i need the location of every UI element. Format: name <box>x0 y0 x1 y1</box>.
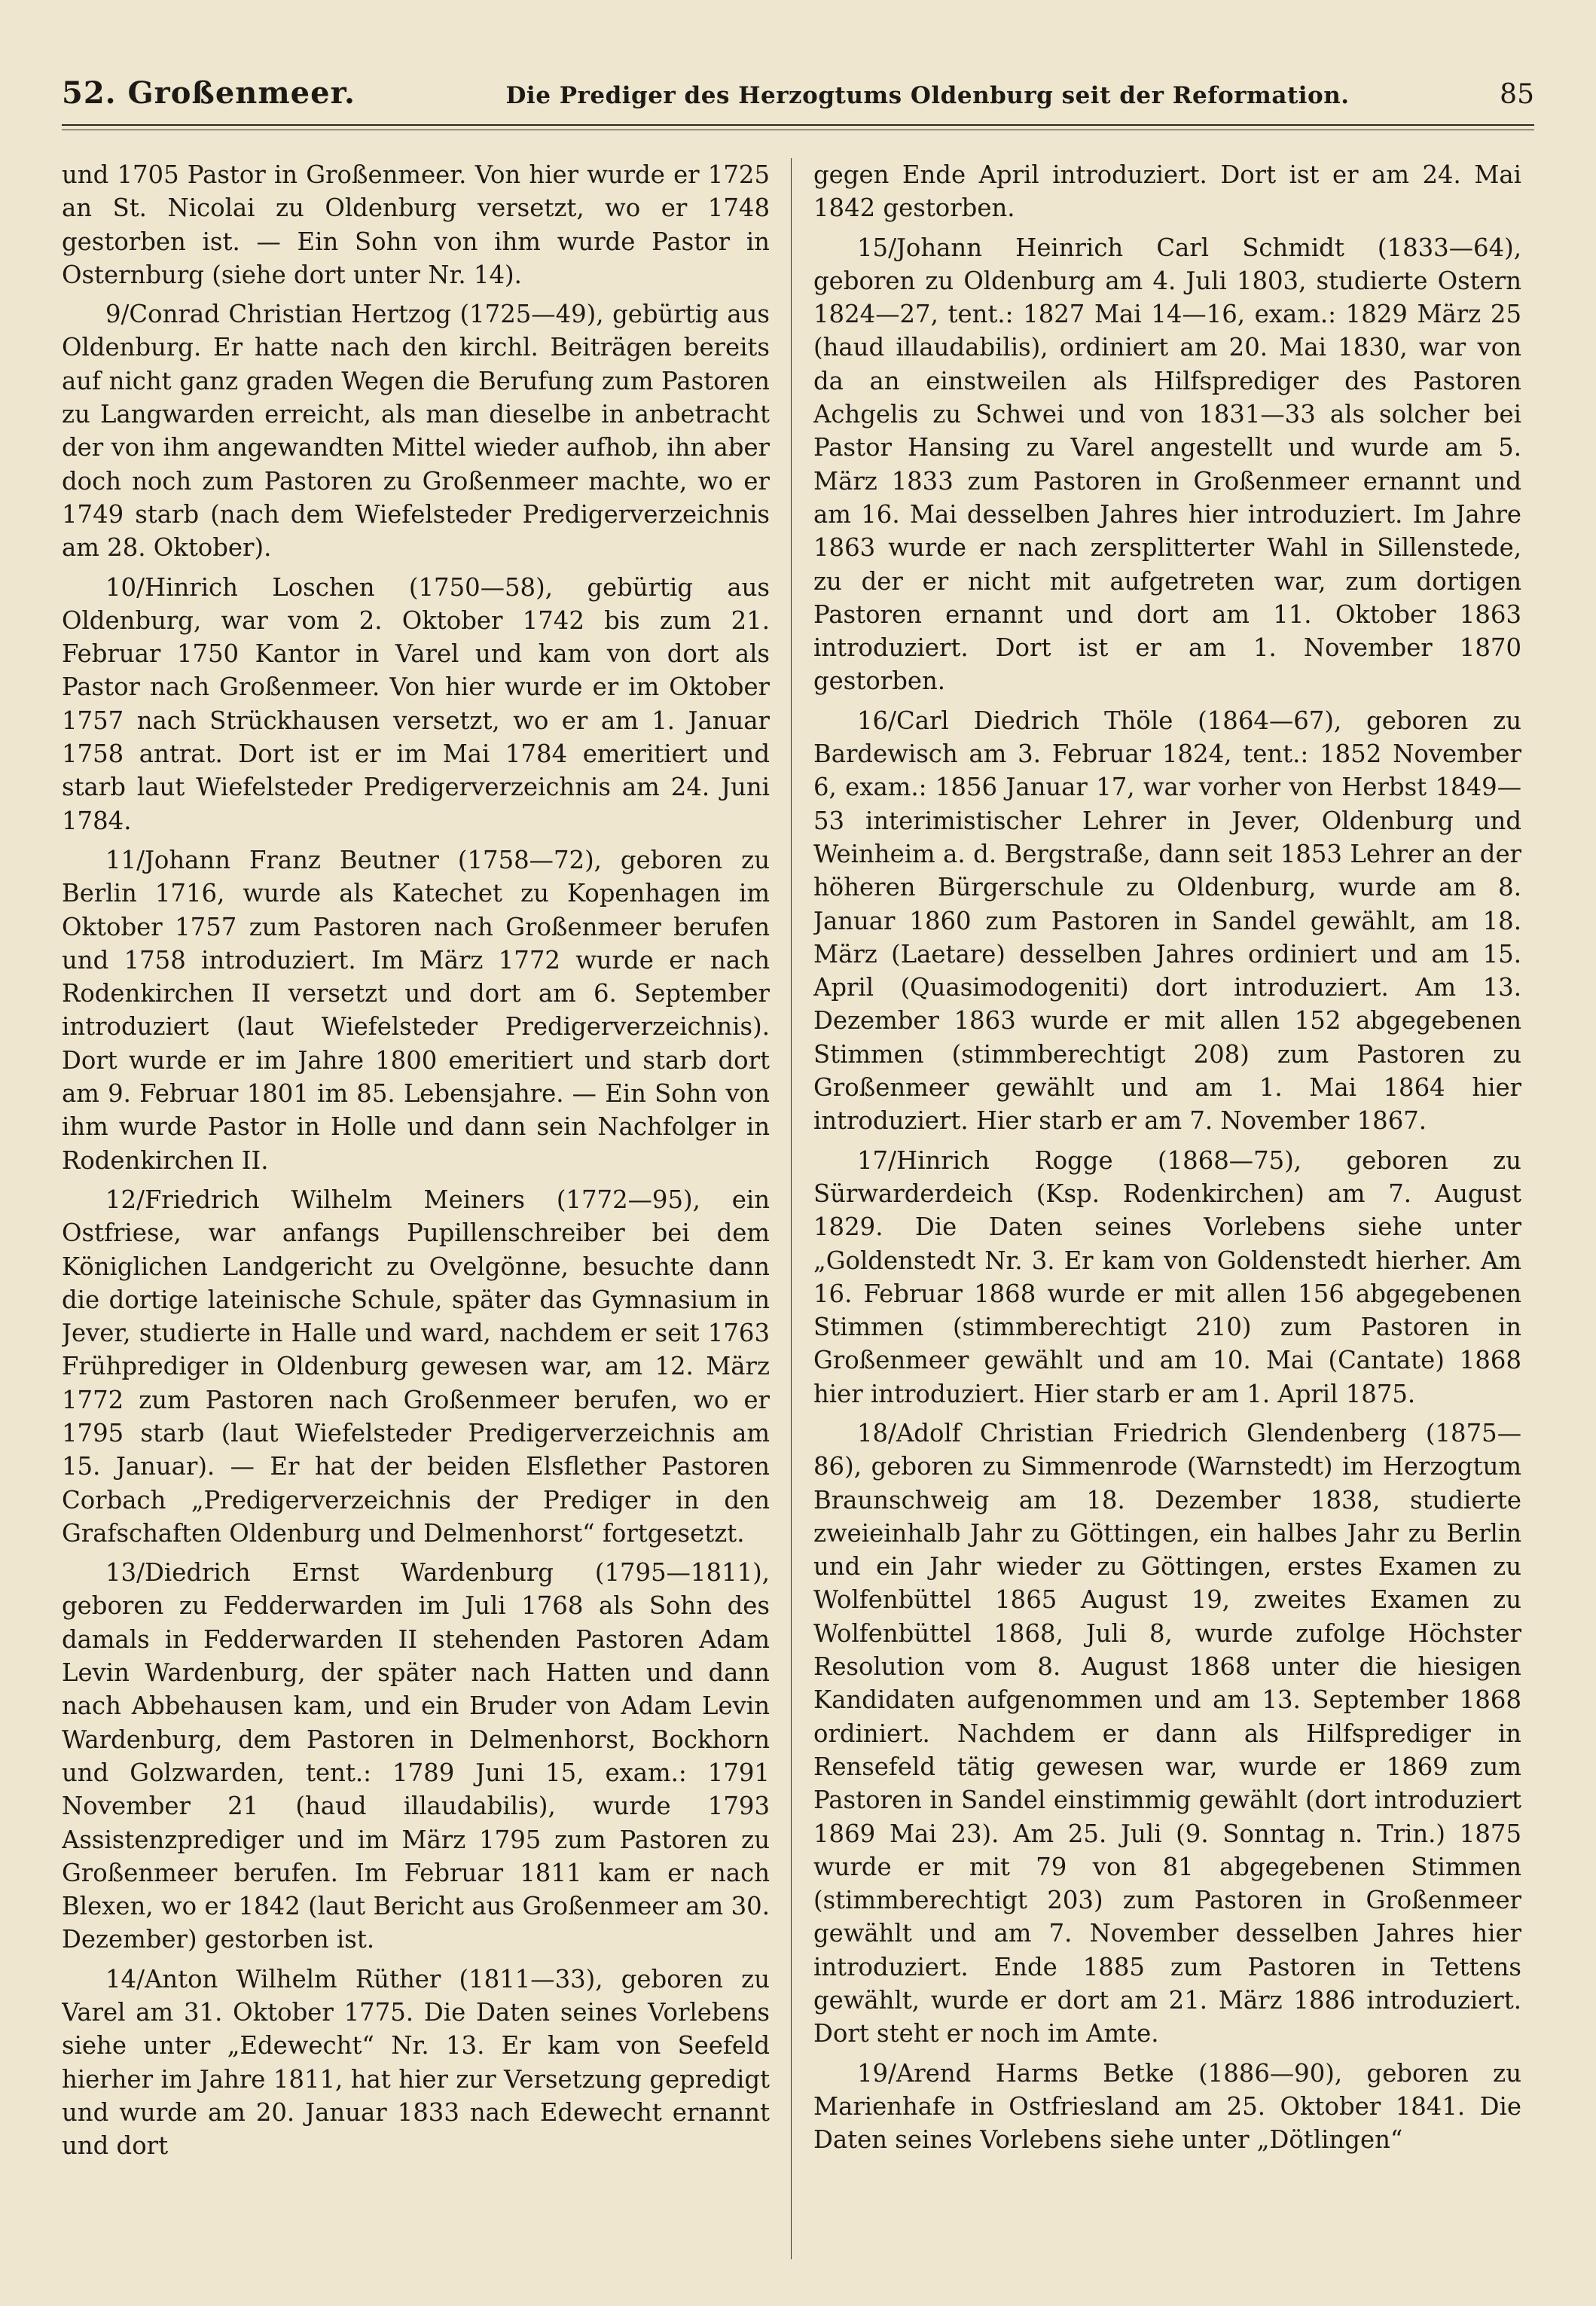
section-heading: 52. Großenmeer. <box>62 75 356 111</box>
entry-13: 13/Diedrich Ernst Wardenburg (1795—1811), geboren zu Fedderwarden im Juli 1768 als Sohn des damals in Fedderwarden II stehenden Pastoren Adam Levin Wardenburg, der später nach Hatten und dann nach Abbehausen kam, und ein Bruder von Adam Levin Wardenburg, dem Pastoren in Delmenhorst, Bockhorn und Golzwarden, tent.: 1789 Juni 15, exam.: 1791 November 21 (haud illaudabilis), wurde 1793 Assistenzprediger und im März 1795 zum Pastoren zu Großenmeer berufen. Im Februar 1811 kam er nach Blexen, wo er 1842 (laut Bericht aus Großenmeer am 30. Dezember) gestorben ist. <box>62 1558 770 1954</box>
left-column <box>62 158 770 2267</box>
entry-14: 14/Anton Wilhelm Rüther (1811—33), geboren zu Varel am 31. Oktober 1775. Die Daten seines Vorlebens siehe unter „Edewecht“ Nr. 13. Er kam von Seefeld hierher im Jahre 1811, hat hier zur Versetzung gepredigt und wurde am 20. Januar 1833 nach Edewecht ernannt und dort <box>62 1964 770 2161</box>
paragraph: gegen Ende April introduziert. Dort ist er am 24. Mai 1842 gestorben. <box>813 160 1521 223</box>
entry-18: 18/Adolf Christian Friedrich Glendenberg (1875—86), geboren zu Simmenrode (Warnstedt) im Herzogtum Braunschweig am 18. Dezember 1838, studierte zweieinhalb Jahr zu Göttingen, ein halbes Jahr zu Berlin und ein Jahr wieder zu Göttingen, erstes Examen zu Wolfenbüttel 1865 August 19, zweites Examen zu Wolfenbüttel 1868, Juli 8, wurde zufolge Höchster Resolution vom 8. August 1868 unter die hiesigen Kandidaten aufgenommen und am 13. September 1868 ordiniert. Nachdem er dann als Hilfsprediger in Rensefeld tätig gewesen war, wurde er 1869 zum Pastoren in Sandel einstimmig gewählt (dort introduziert 1869 Mai 23). Am 25. Juli (9. Sonntag n. Trin.) 1875 wurde er mit 79 von 81 abgegebenen Stimmen (stimmberechtigt 203) zum Pastoren in Großenmeer gewählt und am 7. November desselben Jahres hier introduziert. Ende 1885 zum Pastoren in Tettens gewählt, wurde er dort am 21. März 1886 introduziert. Dort steht er noch im Amte. <box>813 1418 1521 2048</box>
page-header <box>62 75 1534 120</box>
paragraph: und 1705 Pastor in Großenmeer. Von hier wurde er 1725 an St. Nicolai zu Oldenburg versetzt, wo er 1748 gestorben ist. — Ein Sohn von ihm wurde Pastor in Osternburg (siehe dort unter Nr. 14). <box>62 160 770 289</box>
header-rule <box>62 124 1534 126</box>
entry-15: 15/Johann Heinrich Carl Schmidt (1833—64), geboren zu Oldenburg am 4. Juli 1803, studierte Ostern 1824—27, tent.: 1827 Mai 14—16, exam.: 1829 März 25 (haud illaudabilis), ordiniert am 20. Mai 1830, war von da an einstweilen als Hilfsprediger des Pastoren Achgelis zu Schwei und von 1831—33 als solcher bei Pastor Hansing zu Varel angestellt und wurde am 5. März 1833 zum Pastoren in Großenmeer ernannt und am 16. Mai desselben Jahres hier introduziert. Im Jahre 1863 wurde er nach zersplitterter Wahl in Sillenstede, zu der er nicht mit aufgetreten war, zum dortigen Pastoren ernannt und dort am 11. Oktober 1863 introduziert. Dort ist er am 1. November 1870 gestorben. <box>813 233 1521 696</box>
column-divider <box>791 158 792 2259</box>
entry-16: 16/Carl Diedrich Thöle (1864—67), geboren zu Bardewisch am 3. Februar 1824, tent.: 1852 November 6, exam.: 1856 Januar 17, war vorher von Herbst 1849—53 interimistischer Lehrer in Jever, Oldenburg und Weinheim a. d. Bergstraße, dann seit 1853 Lehrer an der höheren Bürgerschule zu Oldenburg, wurde am 8. Januar 1860 zum Pastoren in Sandel gewählt, am 18. März (Laetare) desselben Jahres ordiniert und am 15. April (Quasimodogeniti) dort introduziert. Am 13. Dezember 1863 wurde er mit allen 152 abgegebenen Stimmen (stimmberechtigt 208) zum Pastoren zu Großenmeer gewählt und am 1. Mai 1864 hier introduziert. Hier starb er am 7. November 1867. <box>813 706 1521 1136</box>
entry-11: 11/Johann Franz Beutner (1758—72), geboren zu Berlin 1716, wurde als Katechet zu Kopenhagen im Oktober 1757 zum Pastoren nach Großenmeer berufen und 1758 introduziert. Im März 1772 wurde er nach Rodenkirchen II versetzt und dort am 6. September introduziert (laut Wiefelsteder Predigerverzeichnis). Dort wurde er im Jahre 1800 emeritiert und starb dort am 9. Februar 1801 im 85. Lebensjahre. — Ein Sohn von ihm wurde Pastor in Holle und dann sein Nachfolger in Rodenkirchen II. <box>62 845 770 1175</box>
entry-9: 9/Conrad Christian Hertzog (1725—49), gebürtig aus Oldenburg. Er hatte nach den kirchl. Beiträgen bereits auf nicht ganz graden Wegen die Berufung zum Pastoren zu Langwarden erreicht, als man dieselbe in anbetracht der von ihm angewandten Mittel wieder aufhob, ihn aber doch noch zum Pastoren zu Großenmeer machte, wo er 1749 starb (nach dem Wiefelsteder Predigerverzeichnis am 28. Oktober). <box>62 300 770 563</box>
right-column <box>813 158 1521 2267</box>
entry-19: 19/Arend Harms Betke (1886—90), geboren zu Marienhafe in Ostfriesland am 25. Oktober 1841. Die Daten seines Vorlebens siehe unter „Dötlingen“ <box>813 2058 1521 2155</box>
page-number: 85 <box>1500 79 1534 110</box>
entry-17: 17/Hinrich Rogge (1868—75), geboren zu Sürwarderdeich (Ksp. Rodenkirchen) am 7. August 1829. Die Daten seines Vorlebens siehe unter „Goldenstedt Nr. 3. Er kam von Goldenstedt hierher. Am 16. Februar 1868 wurde er mit allen 156 abgegebenen Stimmen (stimmberechtigt 210) zum Pastoren in Großenmeer gewählt und am 10. Mai (Cantate) 1868 hier introduziert. Hier starb er am 1. April 1875. <box>813 1145 1521 1408</box>
entry-10: 10/Hinrich Loschen (1750—58), gebürtig aus Oldenburg, war vom 2. Oktober 1742 bis zum 21. Februar 1750 Kantor in Varel und kam von dort als Pastor nach Großenmeer. Von hier wurde er im Oktober 1757 nach Strückhausen versetzt, wo er am 1. Januar 1758 antrat. Dort ist er im Mai 1784 emeritiert und starb laut Wiefelsteder Predigerverzeichnis am 24. Juni 1784. <box>62 572 770 835</box>
running-title: Die Prediger des Herzogtums Oldenburg seit der Reformation. <box>505 82 1350 109</box>
entry-12: 12/Friedrich Wilhelm Meiners (1772—95), ein Ostfriese, war anfangs Pupillenschreiber bei dem Königlichen Landgericht zu Ovelgönne, besuchte dann die dortige lateinische Schule, später das Gymnasium in Jever, studierte in Halle und ward, nachdem er seit 1763 Frühprediger in Oldenburg gewesen war, am 12. März 1772 zum Pastoren nach Großenmeer berufen, wo er 1795 starb (laut Wiefelsteder Predigerverzeichnis am 15. Januar). — Er hat der beiden Elsflether Pastoren Corbach „Predigerverzeichnis der Prediger in den Grafschaften Oldenburg und Delmenhorst“ fortgesetzt. <box>62 1185 770 1548</box>
